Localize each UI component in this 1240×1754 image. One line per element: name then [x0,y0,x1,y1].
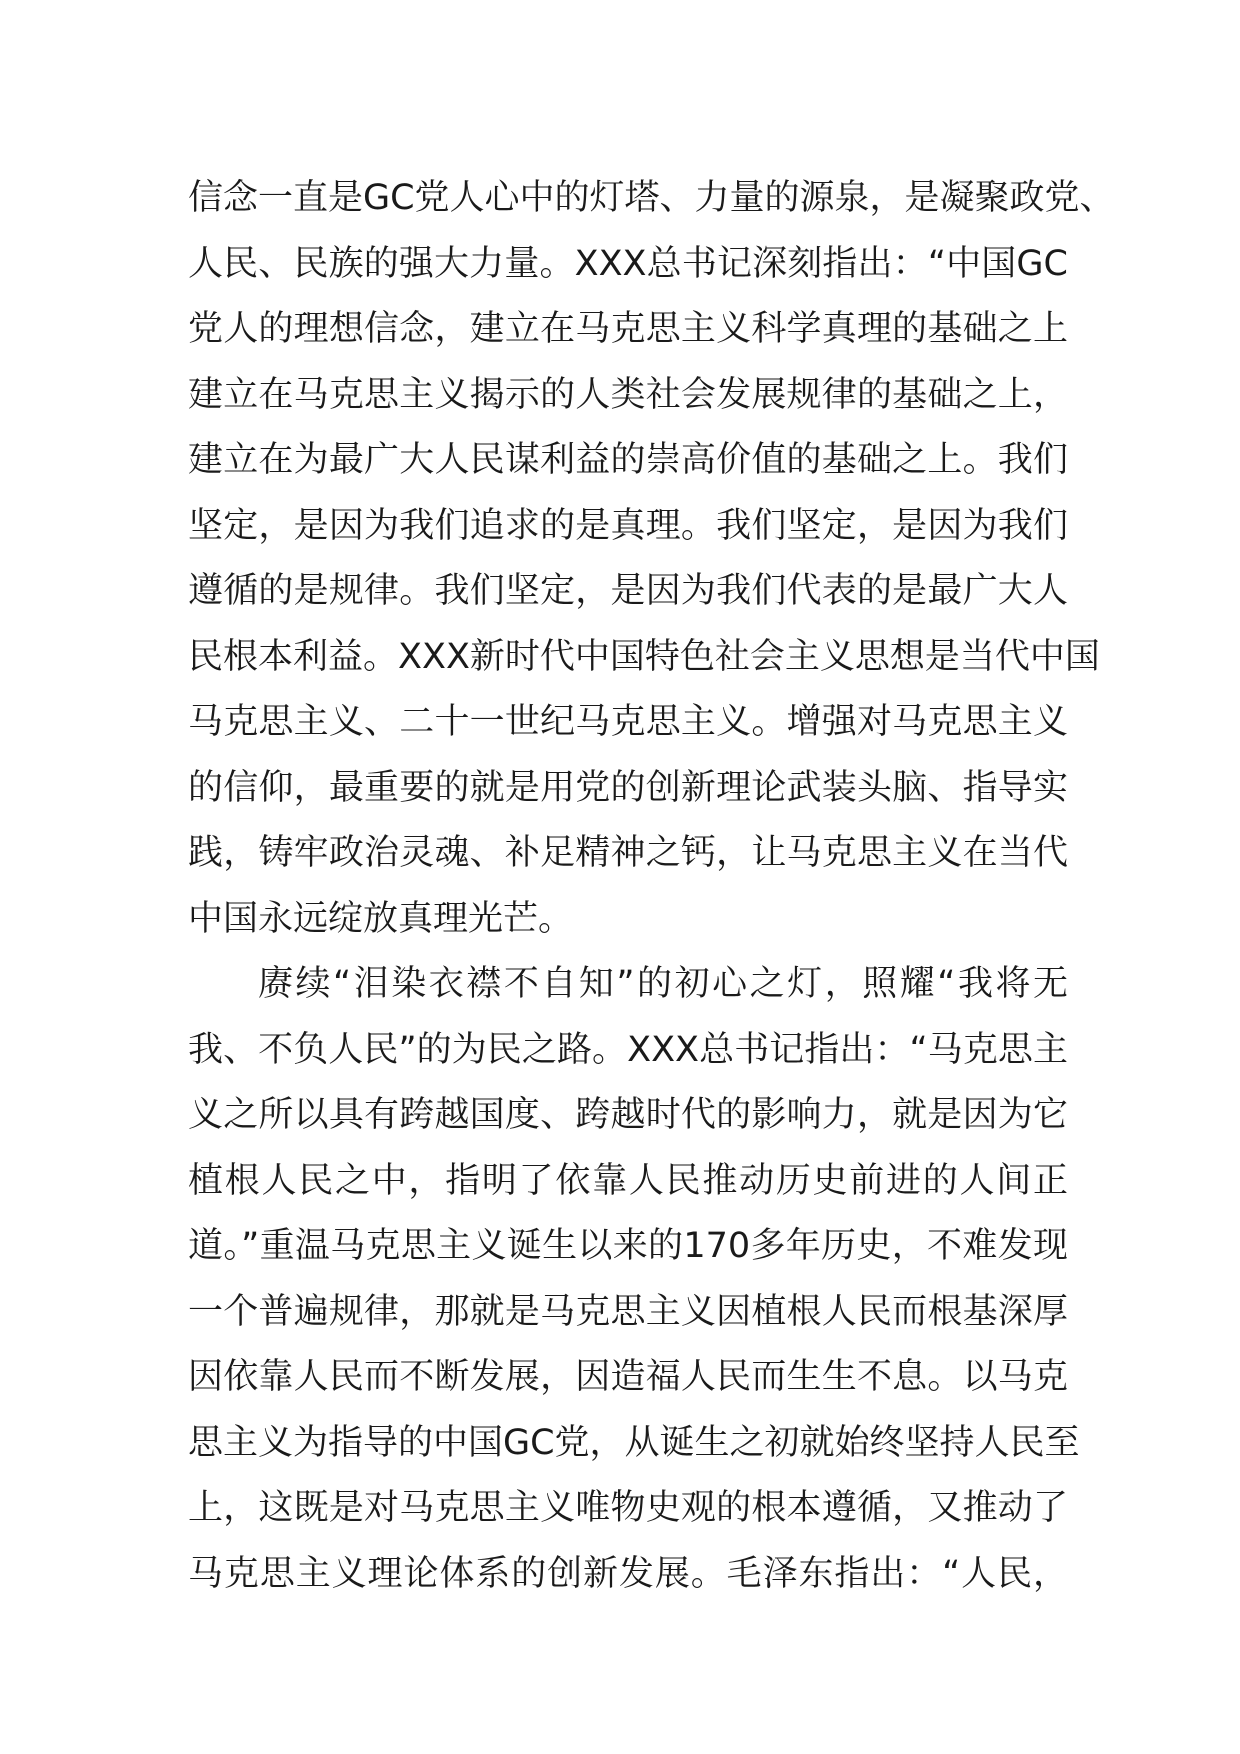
text-line: 的信仰，最重要的就是用党的创新理论武装头脑、指导实 [188,767,1068,808]
text-line: 中国永远绽放真理光芒。 [188,898,574,939]
text-line: 民根本利益。XXX新时代中国特色社会主义思想是当代中国 [188,636,1100,677]
paragraph [188,952,1080,1607]
text-line: 人民、民族的强大力量。XXX总书记深刻指出：“中国GC [188,243,1068,284]
text-line: 建立在马克思主义揭示的人类社会发展规律的基础之上， [188,374,1068,415]
text-line: 遵循的是规律。我们坚定，是因为我们代表的是最广大人 [188,571,1068,611]
text-line: 一个普遍规律，那就是马克思主义因植根人民而根基深厚 [188,1291,1068,1332]
text-line: 因依靠人民而不断发展，因造福人民而生生不息。以马克 [188,1357,1068,1397]
text-line: 思主义为指导的中国GC党，从诞生之初就始终坚持人民至 [188,1422,1080,1463]
text-line: 马克思主义理论体系的创新发展。毛泽东指出：“人民， [188,1553,1068,1594]
text-line: 建立在为最广大人民谋利益的崇高价值的基础之上。我们 [188,440,1068,480]
paragraph [188,166,1115,952]
text-line: 道。”重温马克思主义诞生以来的170多年历史，不难发现 [188,1226,1068,1266]
text-line: 赓续“泪染衣襟不自知”的初心之灯，照耀“我将无 [258,964,1068,1004]
text-line: 植根人民之中，指明了依靠人民推动历史前进的人间正 [188,1160,1068,1201]
text-line: 践，铸牢政治灵魂、补足精神之钙，让马克思主义在当代 [188,833,1068,873]
body-text [188,166,1115,1607]
text-line: 党人的理想信念，建立在马克思主义科学真理的基础之上 [188,309,1068,349]
text-line: 我、不负人民”的为民之路。XXX总书记指出：“马克思主 [188,1029,1068,1070]
text-line: 信念一直是GC党人心中的灯塔、力量的源泉，是凝聚政党、 [188,178,1115,218]
text-line: 马克思主义、二十一世纪马克思主义。增强对马克思主义 [188,702,1068,742]
text-line: 义之所以具有跨越国度、跨越时代的影响力，就是因为它 [188,1095,1068,1135]
text-line: 上，这既是对马克思主义唯物史观的根本遵循，又推动了 [188,1488,1068,1528]
text-line: 坚定，是因为我们追求的是真理。我们坚定，是因为我们 [188,505,1068,546]
